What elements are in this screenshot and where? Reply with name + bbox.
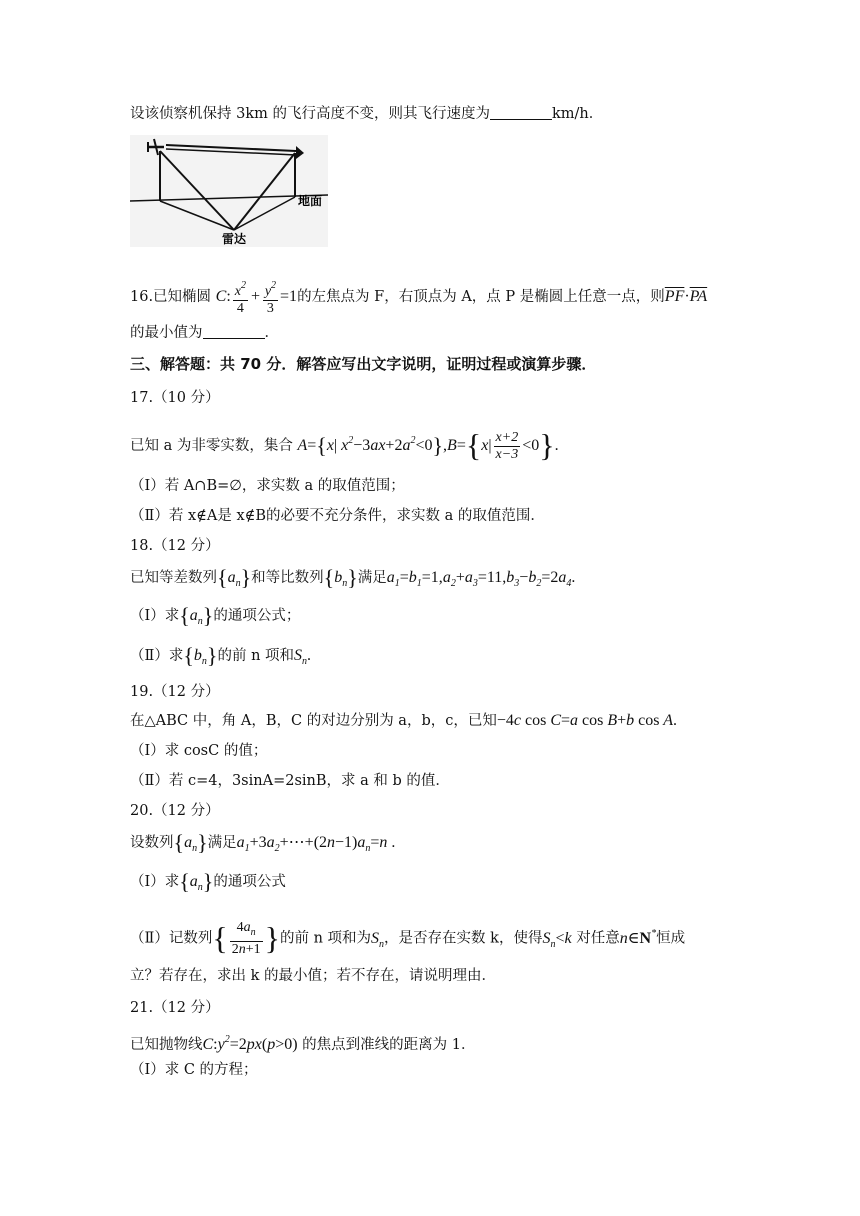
q18-part2-label: （Ⅱ）求 [130, 648, 184, 664]
section-heading: 三、解答题：共 70 分．解答应写出文字说明，证明过程或演算步骤． [130, 355, 597, 373]
ground-line-2 [234, 197, 295, 230]
q18-number: 18.（12 分） [130, 538, 220, 554]
q20-stem-a: 设数列 [130, 835, 174, 851]
q17-part2: （Ⅱ）若 x∉A是 x∉B的必要不充分条件，求实数 a 的取值范围． [130, 508, 545, 524]
q15-unit: km/h． [551, 106, 604, 122]
q20-stem-b: 满足 [207, 835, 237, 851]
q17-part1: （Ⅰ）若 A∩B=∅，求实数 a 的取值范围； [130, 478, 405, 494]
q18-conditions: $a_1=b_1=1,a_2+a_3=11,b_3-b_2=2a_4$. [386, 569, 576, 589]
q20-part1 [130, 869, 286, 898]
ellipse-equation: C: $\frac{x^2}{4}$ + $\frac{y^2}{3}$ =1 [215, 280, 298, 316]
arrow-head [296, 146, 304, 159]
q20-part2-d: 对任意 [576, 930, 620, 947]
q15-tail [130, 104, 603, 124]
q18-part1-text: 的通项公式； [213, 608, 301, 624]
q18-part1-label: （Ⅰ）求 [130, 608, 180, 624]
q16-line1 [130, 278, 707, 317]
radar-diagram [130, 135, 328, 247]
q20-part2-c: ，是否存在实数 k，使得 [384, 930, 543, 947]
answer-blank-16[interactable] [203, 324, 265, 339]
parabola-equation: $C:y^2=2px(p>0)$ [202, 1034, 298, 1053]
q20-part2 [130, 920, 685, 958]
q21-stem [130, 1030, 476, 1055]
seq-a-2: $\{a_n\}$ [179, 603, 214, 628]
q20-number: 20.（12 分） [130, 803, 220, 819]
sight-line-2 [234, 153, 295, 230]
q19-part2: （Ⅱ）若 c=4，3sinA=2sinB，求 a 和 b 的值． [130, 773, 450, 789]
set-membership: n∈N* [619, 927, 657, 947]
q16-middle: 的左焦点为 F，右顶点为 A，点 P 是椭圆上任意一点，则 [297, 289, 665, 306]
q15-text: 设该侦察机保持 3km 的飞行高度不变，则其飞行速度为 [130, 106, 490, 122]
q18-part2 [130, 643, 312, 672]
seq-b: $\{b_n\}$ [323, 565, 358, 590]
q20-part1-text: 的通项公式 [213, 874, 286, 890]
q20-part2-e: 恒成 [656, 930, 686, 947]
q21-stem-b: 的焦点到准线的距离为 1． [302, 1037, 476, 1053]
q21-number: 21.（12 分） [130, 1000, 220, 1016]
set-definitions: A={x| $x^2-3ax+2a^2<0\},B=\{x|$ $\frac{x+2}{x-3}$ <0}. [297, 427, 559, 464]
seq-frac: { $\frac{4a_n}{2n+1}$ } [212, 919, 280, 957]
sum-sn: $S_n$. [294, 647, 312, 667]
q16-line2-text: 的最小值为 [130, 325, 203, 341]
q20-part2-line2: 立？若存在，求出 k 的最小值；若不存在，请说明理由． [130, 968, 497, 984]
inequality: $S_n<k$ [542, 929, 572, 950]
seq-b-2: $\{b_n\}$ [183, 643, 218, 668]
seq-a-4: $\{a_n\}$ [179, 869, 214, 894]
q16-line2: 的最小值为 ． [130, 325, 279, 341]
q18-stem [130, 565, 576, 594]
q19-equation: −4c cos C=a cos B+b cos A. [496, 712, 677, 729]
q17-number: 17.（10 分） [130, 390, 220, 406]
q20-part2-a: （Ⅱ）记数列 [130, 930, 213, 947]
q19-part1: （Ⅰ）求 cosC 的值； [130, 743, 268, 759]
sum-sn-2: $S_n$ [371, 929, 385, 950]
seq-a-3: $\{a_n\}$ [173, 830, 208, 855]
q18-part1 [130, 603, 301, 632]
q20-stem [130, 830, 396, 859]
q17-stem [130, 427, 559, 464]
q20-equation: $a_1+3a_2+\cdots+(2n-1)a_n=n$ . [236, 834, 396, 854]
q20-part2-b: 的前 n 项和为 [279, 930, 372, 947]
seq-a: $\{a_n\}$ [217, 565, 252, 590]
q18-stem-c: 满足 [357, 570, 387, 586]
vector-expression: $\overline{PF}\cdot\overline{PA}$ [664, 288, 708, 306]
radar-diagram-svg [130, 135, 328, 247]
q19-stem-text: 在△ABC 中，角 A，B，C 的对边分别为 a，b，c，已知 [130, 713, 497, 729]
q16-prefix: 16.已知椭圆 [130, 289, 212, 306]
radar-label: 雷达 [222, 232, 247, 246]
sight-line-1 [160, 151, 234, 230]
q17-stem-prefix: 已知 a 为非零实数，集合 [130, 438, 293, 455]
ground-label: 地面 [298, 194, 323, 208]
q18-stem-a: 已知等差数列 [130, 570, 217, 586]
q20-part1-label: （Ⅰ）求 [130, 874, 180, 890]
ground-line-1 [160, 201, 234, 230]
q21-part1: （Ⅰ）求 C 的方程； [130, 1062, 258, 1078]
answer-blank[interactable] [490, 105, 552, 120]
q19-stem [130, 711, 677, 731]
q21-stem-a: 已知抛物线 [130, 1037, 203, 1053]
q18-part2-text: 的前 n 项和 [217, 648, 295, 664]
q19-number: 19.（12 分） [130, 684, 220, 700]
q18-stem-b: 和等比数列 [251, 570, 324, 586]
